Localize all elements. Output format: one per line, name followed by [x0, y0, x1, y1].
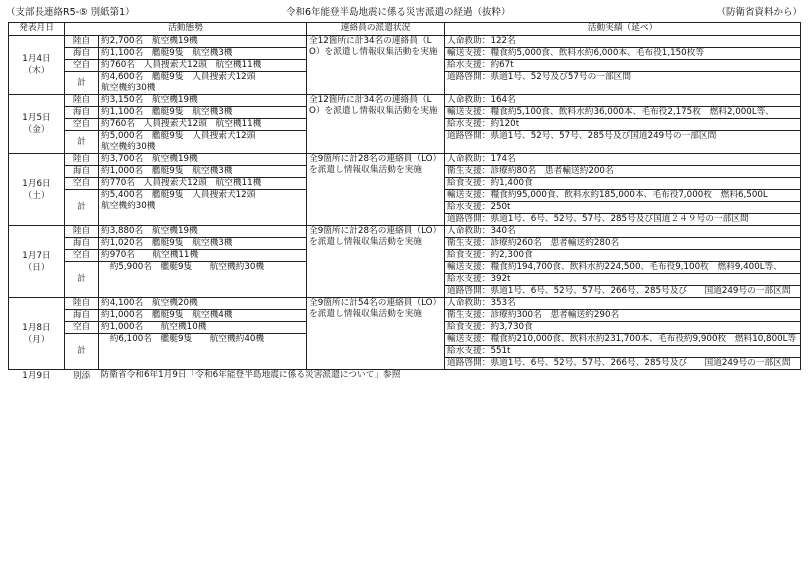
- day-date-line: 1月4日: [22, 54, 51, 64]
- col-lo: 連絡員の派遣状況: [307, 23, 445, 36]
- unit-name: 計: [65, 190, 99, 226]
- unit-activity: 約3,150名 航空機19機: [99, 95, 307, 107]
- result-item: 給食支援：約1,400食: [445, 178, 801, 190]
- result-item: 道路啓開：県道1号、6号、52号、57号、266号、285号及び 国道249号の一部区間: [445, 358, 801, 370]
- footer-date: 1月9日: [9, 370, 65, 383]
- result-item: 給水支援：約120t: [445, 119, 801, 131]
- result-item: 給水支援：392t: [445, 274, 801, 286]
- result-item: 人命救助：353名: [445, 298, 801, 310]
- table-row: [9, 154, 801, 166]
- result-item: 輸送支援：糧食約95,000食、飲料水約185,000本、毛布役7,000枚 燃料6,500L: [445, 190, 801, 202]
- unit-name: 海自: [65, 166, 99, 178]
- lo-dispatch: 全9箇所に計28名の連絡員（LO）を派遣し情報収集活動を実施: [307, 226, 445, 298]
- unit-activity: 約1,000名 艦艇9隻 航空機3機: [99, 166, 307, 178]
- unit-activity: 約4,100名 航空機20機: [99, 298, 307, 310]
- footer-text: 防衛省令和6年1月9日「令和6年能登半島地震に係る災害派遣について」参照: [99, 370, 801, 383]
- result-item: 衛生支援：診療約80名 患者輸送約200名: [445, 166, 801, 178]
- result-item: 給水支援：約67t: [445, 60, 801, 72]
- day-date-line: 1月5日: [22, 113, 51, 123]
- dispatch-table: [8, 22, 801, 382]
- header-source: （防衛省資料から）: [716, 7, 802, 18]
- unit-name: 陸自: [65, 154, 99, 166]
- table-header-row: [9, 23, 801, 36]
- day-date-line: 1月7日: [22, 250, 51, 261]
- result-item: 人命救助：122名: [445, 36, 801, 48]
- day-date-line: （金）: [23, 125, 50, 135]
- unit-name: 海自: [65, 238, 99, 250]
- table-row: [9, 95, 801, 107]
- unit-name: 計: [65, 131, 99, 154]
- day-date: [9, 154, 65, 226]
- day-date-line: （日）: [23, 262, 50, 273]
- unit-name: 空自: [65, 60, 99, 72]
- day-date: [9, 298, 65, 370]
- result-item: 道路啓開：県道1号、52号及び57号の一部区間: [445, 72, 801, 95]
- unit-name: 海自: [65, 107, 99, 119]
- table-row: [9, 298, 801, 310]
- lo-dispatch: 全12箇所に計34名の連絡員（LO）を派遣し情報収集活動を実施: [307, 36, 445, 95]
- footer-row: [9, 370, 801, 383]
- result-item: 衛生支援：診療約300名 患者輸送約290名: [445, 310, 801, 322]
- day-date-line: （土）: [23, 190, 50, 201]
- result-item: 給水支援：250t: [445, 202, 801, 214]
- result-item: 道路啓開：県道1号、6号、52号、57号、285号及び国道２４９号の一部区間: [445, 214, 801, 226]
- day-date: [9, 95, 65, 154]
- unit-activity: 約1,000名 艦艇9隻 航空機4機: [99, 310, 307, 322]
- unit-activity: 約5,000名 艦艇9隻 人員捜索犬12頭 航空機約30機: [99, 131, 307, 154]
- unit-activity: 約4,600名 艦艇9隻 人員捜索犬12頭 航空機約30機: [99, 72, 307, 95]
- document-header: [6, 4, 802, 18]
- result-item: 給水支援：551t: [445, 346, 801, 358]
- unit-name: 空自: [65, 322, 99, 334]
- table-row: [9, 36, 801, 48]
- unit-activity: 約1,020名 艦艇9隻 航空機3機: [99, 238, 307, 250]
- result-item: 道路啓開：県道1号、6号、52号、57号、266号、285号及び 国道249号の一部区間: [445, 286, 801, 298]
- result-item: 輸送支援：糧食約210,000食、飲料水約231,700本、毛布役約9,900枚 燃料10,800L等: [445, 334, 801, 346]
- day-date: [9, 226, 65, 298]
- day-date-line: （木）: [23, 66, 50, 76]
- unit-activity: 約6,100名 艦艇9隻 航空機約40機: [99, 334, 307, 370]
- unit-activity: 約770名 人員捜索犬12頭 航空機11機: [99, 178, 307, 190]
- unit-activity: 約3,880名 航空機19機: [99, 226, 307, 238]
- unit-activity: 約2,700名 航空機19機: [99, 36, 307, 48]
- day-date-line: （月）: [23, 334, 50, 345]
- unit-name: 計: [65, 262, 99, 298]
- unit-activity: 約5,400名 艦艇9隻 人員捜索犬12頭 航空機約30機: [99, 190, 307, 226]
- day-date: [9, 36, 65, 95]
- lo-dispatch: 全9箇所に計28名の連絡員（LO）を派遣し情報収集活動を実施: [307, 154, 445, 226]
- header-title: 令和6年能登半島地震に係る災害派遣の経過（抜粋）: [286, 7, 511, 18]
- result-item: 輸送支援：糧食約5,100食、飲料水約36,000本、毛布役2,175枚 燃料2,000L等、: [445, 107, 801, 119]
- result-item: 給食支援：約3,730食: [445, 322, 801, 334]
- result-item: 輸送支援：糧食約5,000食、飲料水約6,000本、毛布役1,150枚等: [445, 48, 801, 60]
- unit-activity: 約3,700名 航空機19機: [99, 154, 307, 166]
- unit-name: 海自: [65, 48, 99, 60]
- unit-activity: 約1,000名 航空機10機: [99, 322, 307, 334]
- unit-activity: 約1,100名 艦艇9隻 航空機3機: [99, 48, 307, 60]
- result-item: 衛生支援：診療約260名 患者輸送約280名: [445, 238, 801, 250]
- result-item: 人命救助：340名: [445, 226, 801, 238]
- unit-activity: 約5,900名 艦艇9隻 航空機約30機: [99, 262, 307, 298]
- col-results: 活動実績（延べ）: [445, 23, 801, 36]
- result-item: 輸送支援：糧食約194,700食、飲料水約224,500、毛布役9,100枚 燃料9,400L等、: [445, 262, 801, 274]
- col-date: 発表月日: [9, 23, 65, 36]
- result-item: 人命救助：164名: [445, 95, 801, 107]
- unit-activity: 約970名 航空機11機: [99, 250, 307, 262]
- unit-name: 空自: [65, 119, 99, 131]
- unit-name: 空自: [65, 178, 99, 190]
- unit-name: 海自: [65, 310, 99, 322]
- table-body: [9, 36, 801, 370]
- result-item: 人命救助：174名: [445, 154, 801, 166]
- unit-activity: 約760名 人員捜索犬12頭 航空機11機: [99, 60, 307, 72]
- result-item: 給食支援：約2,300食: [445, 250, 801, 262]
- footer-label: 別添: [65, 370, 99, 383]
- result-item: 道路啓開：県道1号、52号、57号、285号及び国道249号の一部区間: [445, 131, 801, 154]
- unit-name: 陸自: [65, 298, 99, 310]
- unit-name: 陸自: [65, 226, 99, 238]
- day-date-line: 1月8日: [22, 322, 51, 333]
- unit-name: 陸自: [65, 95, 99, 107]
- unit-name: 空自: [65, 250, 99, 262]
- unit-activity: 約1,100名 艦艇9隻 航空機3機: [99, 107, 307, 119]
- day-date-line: 1月6日: [22, 178, 51, 189]
- col-activity: 活動態勢: [65, 23, 307, 36]
- lo-dispatch: 全9箇所に計54名の連絡員（LO）を派遣し情報収集活動を実施: [307, 298, 445, 370]
- unit-name: 計: [65, 72, 99, 95]
- unit-activity: 約760名 人員捜索犬12頭 航空機11機: [99, 119, 307, 131]
- lo-dispatch: 全12箇所に計34名の連絡員（LO）を派遣し情報収集活動を実施: [307, 95, 445, 154]
- header-left: （支部長連絡R5-⑤ 別紙第1）: [6, 7, 135, 18]
- table-row: [9, 226, 801, 238]
- unit-name: 陸自: [65, 36, 99, 48]
- unit-name: 計: [65, 334, 99, 370]
